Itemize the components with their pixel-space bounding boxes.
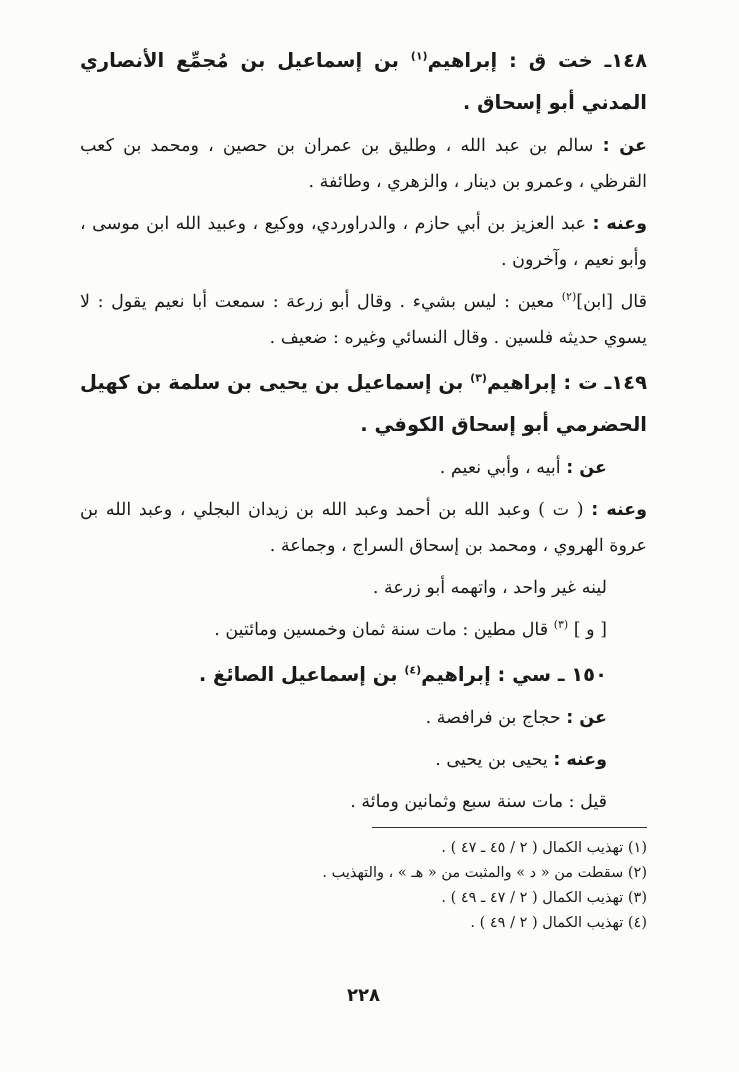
entry-148-grading bbox=[80, 284, 647, 356]
grading-text: معين : ليس بشيء . وقال أبو زرعة : سمعت أبا نعيم يقول : لا يسوي حديثه فلسين . وقال النسائي وغيره : ضعيف . bbox=[80, 292, 647, 348]
narrated-from-text: سالم بن عبد الله ، وطليق بن عمران بن حصين ، ومحمد بن كعب القرظي ، وعمرو بن دينار ، والزهري ، وطائفة . bbox=[80, 136, 647, 192]
narrators-label: وعنه : bbox=[553, 750, 607, 770]
entry-149-heading-text: ١٤٩ـ ت : إبراهيم bbox=[486, 371, 647, 394]
narrated-from-label: عن : bbox=[566, 458, 607, 478]
footnote-ref: (٣) bbox=[470, 371, 487, 385]
entry-149-narrated-from bbox=[80, 450, 647, 486]
grading-text-pre: قال [ابن] bbox=[576, 292, 647, 312]
narrators-label: وعنه : bbox=[591, 500, 647, 520]
entry-150-death: قيل : مات سنة سبع وثمانين ومائة . bbox=[350, 792, 607, 812]
narrated-from-text: حجاج بن فرافصة . bbox=[425, 708, 567, 728]
entry-148-heading-rest: بن إسماعيل بن مُجمِّع الأنصاري المدني أبو إسحاق . bbox=[80, 49, 647, 114]
footnote-3: (٣) تهذيب الكمال ( ٢ / ٤٧ ـ ٤٩ ) . bbox=[441, 890, 647, 906]
entry-150-heading-text: ١٥٠ ـ سي : إبراهيم bbox=[421, 663, 607, 686]
footnotes bbox=[80, 836, 647, 936]
entry-150-narrators bbox=[80, 742, 647, 778]
footnote-4: (٤) تهذيب الكمال ( ٢ / ٤٩ ) . bbox=[470, 915, 647, 931]
narrated-from-label: عن : bbox=[602, 136, 647, 156]
narrators-text: يحيى بن يحيى . bbox=[435, 750, 554, 770]
entry-149-narrators bbox=[80, 492, 647, 564]
narrators-text: ( ت ) وعبد الله بن أحمد وعبد الله بن زيدان البجلي ، وعبد الله بن عروة الهروي ، ومحمد بن إسحاق السراج ، وجماعة . bbox=[80, 500, 647, 556]
entry-148-narrators bbox=[80, 206, 647, 278]
narrated-from-text: أبيه ، وأبي نعيم . bbox=[439, 458, 567, 478]
entry-148-heading bbox=[80, 40, 647, 124]
entry-148-narrated-from bbox=[80, 128, 647, 200]
entry-149-death bbox=[80, 612, 647, 648]
book-page bbox=[80, 40, 647, 1032]
footnote-1: (١) تهذيب الكمال ( ٢ / ٤٥ ـ ٤٧ ) . bbox=[441, 840, 647, 856]
entry-150-heading-rest: بن إسماعيل الصائغ . bbox=[198, 663, 405, 686]
narrators-text: عبد العزيز بن أبي حازم ، والدراوردي، ووكيع ، وعبيد الله ابن موسى ، وأبو نعيم ، وآخرون . bbox=[80, 214, 647, 270]
entry-149-heading bbox=[80, 362, 647, 446]
death-text-pre: [ و ] bbox=[568, 620, 607, 640]
entry-150-narrated-from bbox=[80, 700, 647, 736]
entry-148-heading-text: ١٤٨ـ خت ق : إبراهيم bbox=[427, 49, 647, 72]
entry-149-heading-rest: بن إسماعيل بن يحيى بن سلمة بن كهيل الحضرمي أبو إسحاق الكوفي . bbox=[80, 371, 647, 436]
footnote-ref: (٤) bbox=[404, 663, 422, 677]
narrated-from-label: عن : bbox=[566, 708, 607, 728]
death-text: قال مطين : مات سنة ثمان وخمسين ومائتين . bbox=[214, 620, 554, 640]
footnote-2: (٢) سقطت من « د » والمثبت من « هـ » ، والتهذيب . bbox=[322, 865, 647, 881]
footnote-divider bbox=[372, 827, 647, 828]
entry-150-heading bbox=[80, 654, 647, 696]
narrators-label: وعنه : bbox=[592, 214, 647, 234]
page-number: ٢٢٨ bbox=[347, 985, 380, 1006]
footnote-ref: (٢) bbox=[561, 290, 577, 304]
footnote-ref: (١) bbox=[410, 49, 428, 63]
footnote-ref: (٣) bbox=[553, 618, 569, 632]
entry-149-grading: لينه غير واحد ، واتهمه أبو زرعة . bbox=[372, 578, 607, 598]
